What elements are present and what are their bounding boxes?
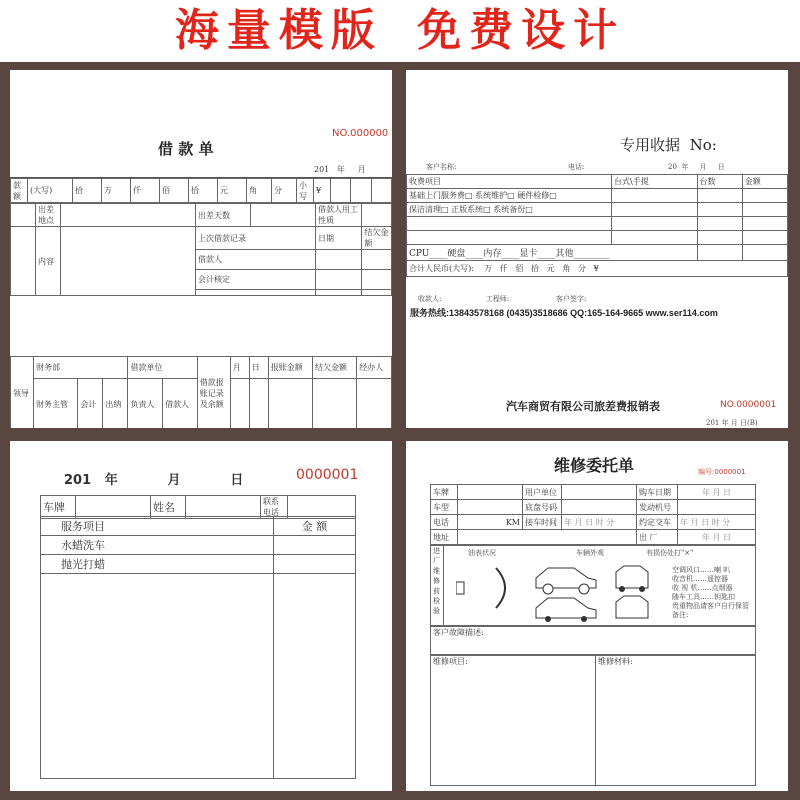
table-cell: 发动机号 <box>637 500 678 515</box>
banner-right: 免费设计 <box>417 5 626 56</box>
table-cell <box>249 379 268 429</box>
table-cell <box>697 217 742 231</box>
table-cell: 车型 <box>431 500 458 515</box>
table-cell: 上次借款记录 <box>196 227 316 250</box>
table-cell: 车牌 <box>41 496 76 519</box>
table-cell: 日 <box>249 357 268 379</box>
table-cell: 会计核定 <box>196 270 316 290</box>
table-cell: 台式\手提 <box>612 175 698 189</box>
table-cell: 维修项目: <box>431 656 596 786</box>
fuel-label: 油表状况 <box>468 549 496 557</box>
table-cell: 合计人民币(大写): 万 仟 佰 拾 元 角 分 ¥ <box>407 261 788 277</box>
wash-date: 201 年 月 日 <box>64 473 244 488</box>
table-cell: 拾 <box>189 179 218 203</box>
table-cell <box>331 179 351 203</box>
table-cell: 分 <box>272 179 297 203</box>
receipt-hotline: 服务热线:13843578168 (0435)3518686 QQ:165-164-9665 www.ser114.com <box>410 308 718 318</box>
wash-items-table <box>40 516 356 779</box>
receipt-customer: 客户名称: <box>426 163 457 171</box>
panel-receipt-form <box>406 70 788 428</box>
table-cell <box>612 203 698 217</box>
table-cell: 元 <box>218 179 247 203</box>
table-cell: 抛光打蜡 <box>41 555 274 574</box>
loan-signoff-table <box>10 356 392 428</box>
loan-date: 201 年 月 <box>314 165 366 174</box>
exterior-label: 车辆外观 <box>576 549 604 557</box>
table-cell: 接车时间 <box>523 515 562 530</box>
table-cell: 万 <box>102 179 131 203</box>
table-cell: 结欠金额 <box>362 227 392 250</box>
table-cell <box>697 189 742 203</box>
receipt-items-table <box>406 174 788 277</box>
table-cell <box>742 245 787 261</box>
panel-repair-form <box>406 441 788 791</box>
table-cell <box>612 217 698 231</box>
table-cell <box>274 574 356 779</box>
table-cell <box>230 379 249 429</box>
table-cell <box>316 270 362 290</box>
table-cell: 用户单位 <box>523 485 562 500</box>
table-cell: 购车日期 <box>637 485 678 500</box>
table-cell <box>697 203 742 217</box>
table-cell: 年 月 日 <box>678 485 756 500</box>
table-cell <box>268 379 312 429</box>
table-cell: 借款单位 <box>128 357 197 379</box>
table-cell: 出差天数 <box>196 204 251 227</box>
table-cell: 年 月 日 <box>678 530 756 545</box>
damage-label: 有损伤处打"×" <box>646 549 694 557</box>
repair-fault-table <box>430 626 756 655</box>
table-cell: 佰 <box>160 179 189 203</box>
table-cell: 财务部 <box>34 357 128 379</box>
table-cell <box>274 555 356 574</box>
table-cell: 借款报账记录及余额 <box>197 357 230 429</box>
table-cell: 年 月 日 时 分 <box>678 515 756 530</box>
table-cell: 联系电话 <box>261 496 288 519</box>
table-cell <box>458 500 523 515</box>
table-cell: 金 额 <box>274 517 356 536</box>
table-cell <box>316 290 362 296</box>
table-cell: 仟 <box>131 179 160 203</box>
table-cell <box>697 245 742 261</box>
table-cell: 地址 <box>431 530 458 545</box>
repair-inspection-table <box>430 545 756 626</box>
table-cell <box>612 231 698 245</box>
table-cell: 电话 <box>431 515 458 530</box>
table-cell: 保洁清理□ 正版系统□ 系统备份□ <box>407 203 612 217</box>
repair-work-table <box>430 655 756 786</box>
table-cell: 结欠金额 <box>313 357 357 379</box>
table-cell <box>362 270 392 290</box>
table-cell <box>313 379 357 429</box>
table-cell <box>11 204 36 227</box>
table-cell: 收费项目 <box>407 175 612 189</box>
table-cell <box>274 536 356 555</box>
table-cell <box>61 227 196 296</box>
footer-number: NO.0000001 <box>720 400 777 410</box>
receipt-phone: 电话: <box>568 163 585 171</box>
repair-number: 编号:0000001 <box>698 468 746 476</box>
table-cell <box>316 250 362 270</box>
table-cell: 车牌 <box>431 485 458 500</box>
table-cell <box>742 231 787 245</box>
table-cell <box>678 500 756 515</box>
panel-loan-form <box>10 70 392 428</box>
receipt-date: 20 年 月 日 <box>668 163 725 171</box>
table-cell: 水蜡洗车 <box>41 536 274 555</box>
table-cell <box>742 217 787 231</box>
table-cell: 拾 <box>73 179 102 203</box>
table-cell: CPU____硬盘____内存____显卡____其他________ <box>407 245 698 261</box>
table-cell <box>562 500 637 515</box>
table-cell <box>458 530 637 545</box>
table-cell <box>362 250 392 270</box>
table-cell <box>11 227 36 296</box>
table-cell: 出差地点 <box>36 204 61 227</box>
table-cell: 领导 <box>11 357 34 429</box>
table-cell: 财务主管 <box>34 379 78 429</box>
receipt-title: 专用收据 No: <box>620 136 717 154</box>
loan-number: NO.000000 <box>332 128 389 139</box>
table-cell <box>742 203 787 217</box>
table-cell <box>61 204 196 227</box>
table-cell: 客户故障描述: <box>431 627 756 655</box>
footer-title: 汽车商贸有限公司旅差费报销表 <box>506 400 660 413</box>
table-cell <box>41 574 274 779</box>
table-cell: 内容 <box>36 227 61 296</box>
table-cell: 报账金额 <box>268 357 312 379</box>
table-cell: 基础上门服务费□ 系统维护□ 硬件检修□ <box>407 189 612 203</box>
footer-date: 201 年 月 日(B) <box>706 419 758 427</box>
receipt-signatures: 收款人: 工程师: 客户签字: <box>418 295 587 303</box>
table-cell: 月 <box>230 357 249 379</box>
table-cell: 台数 <box>697 175 742 189</box>
table-cell: 约定交车 <box>637 515 678 530</box>
label-caps: (大写) <box>28 179 73 203</box>
loan-amount-table <box>10 178 392 203</box>
table-cell: 出纳 <box>103 379 128 429</box>
label-amount: 款额 <box>11 179 28 203</box>
table-cell: 服务项目 <box>41 517 274 536</box>
table-cell: 金额 <box>742 175 787 189</box>
table-cell: KM <box>458 515 523 530</box>
panel-wash-form <box>10 441 392 791</box>
wash-number: 0000001 <box>296 467 359 483</box>
repair-title: 维修委托单 <box>554 456 635 475</box>
loan-trip-table <box>10 203 392 296</box>
table-cell: ¥ <box>314 179 331 203</box>
table-cell <box>362 204 392 227</box>
table-cell <box>444 546 756 626</box>
promo-banner <box>0 0 800 62</box>
table-cell <box>458 485 523 500</box>
table-cell <box>196 290 316 296</box>
table-cell: 日期 <box>316 227 362 250</box>
table-cell: 借款人 <box>196 250 316 270</box>
table-cell: 小写 <box>297 179 314 203</box>
table-cell <box>697 231 742 245</box>
table-cell <box>742 189 787 203</box>
table-cell: 借款人 <box>163 379 198 429</box>
table-cell: 会计 <box>78 379 103 429</box>
table-cell: 经办人 <box>357 357 392 379</box>
banner-left: 海量模版 <box>174 5 383 56</box>
table-cell: 底盘号码 <box>523 500 562 515</box>
table-cell: 进厂维修前检验 <box>431 546 444 626</box>
table-cell: 借款人用工性质 <box>316 204 362 227</box>
table-cell: 出 厂 <box>637 530 678 545</box>
table-cell: 负责人 <box>128 379 163 429</box>
repair-info-table <box>430 484 756 545</box>
check-list: 空调风口……喇 叭 收音机……遥控器 收 视 机……点烟器 随车工具……钥匙扣 贵重物品请客户自行保管 备注: <box>672 566 749 619</box>
table-cell: 维修材料: <box>596 656 756 786</box>
table-cell <box>612 189 698 203</box>
table-cell: 角 <box>247 179 272 203</box>
table-cell: 年 月 日 时 分 <box>562 515 637 530</box>
table-cell <box>251 204 316 227</box>
table-cell <box>351 179 371 203</box>
table-cell <box>407 231 612 245</box>
table-cell <box>362 290 392 296</box>
loan-title: 借 款 单 <box>158 140 214 158</box>
table-cell <box>562 485 637 500</box>
table-cell: 姓名 <box>151 496 186 519</box>
table-cell <box>357 379 392 429</box>
table-cell <box>371 179 391 203</box>
table-cell <box>407 217 612 231</box>
